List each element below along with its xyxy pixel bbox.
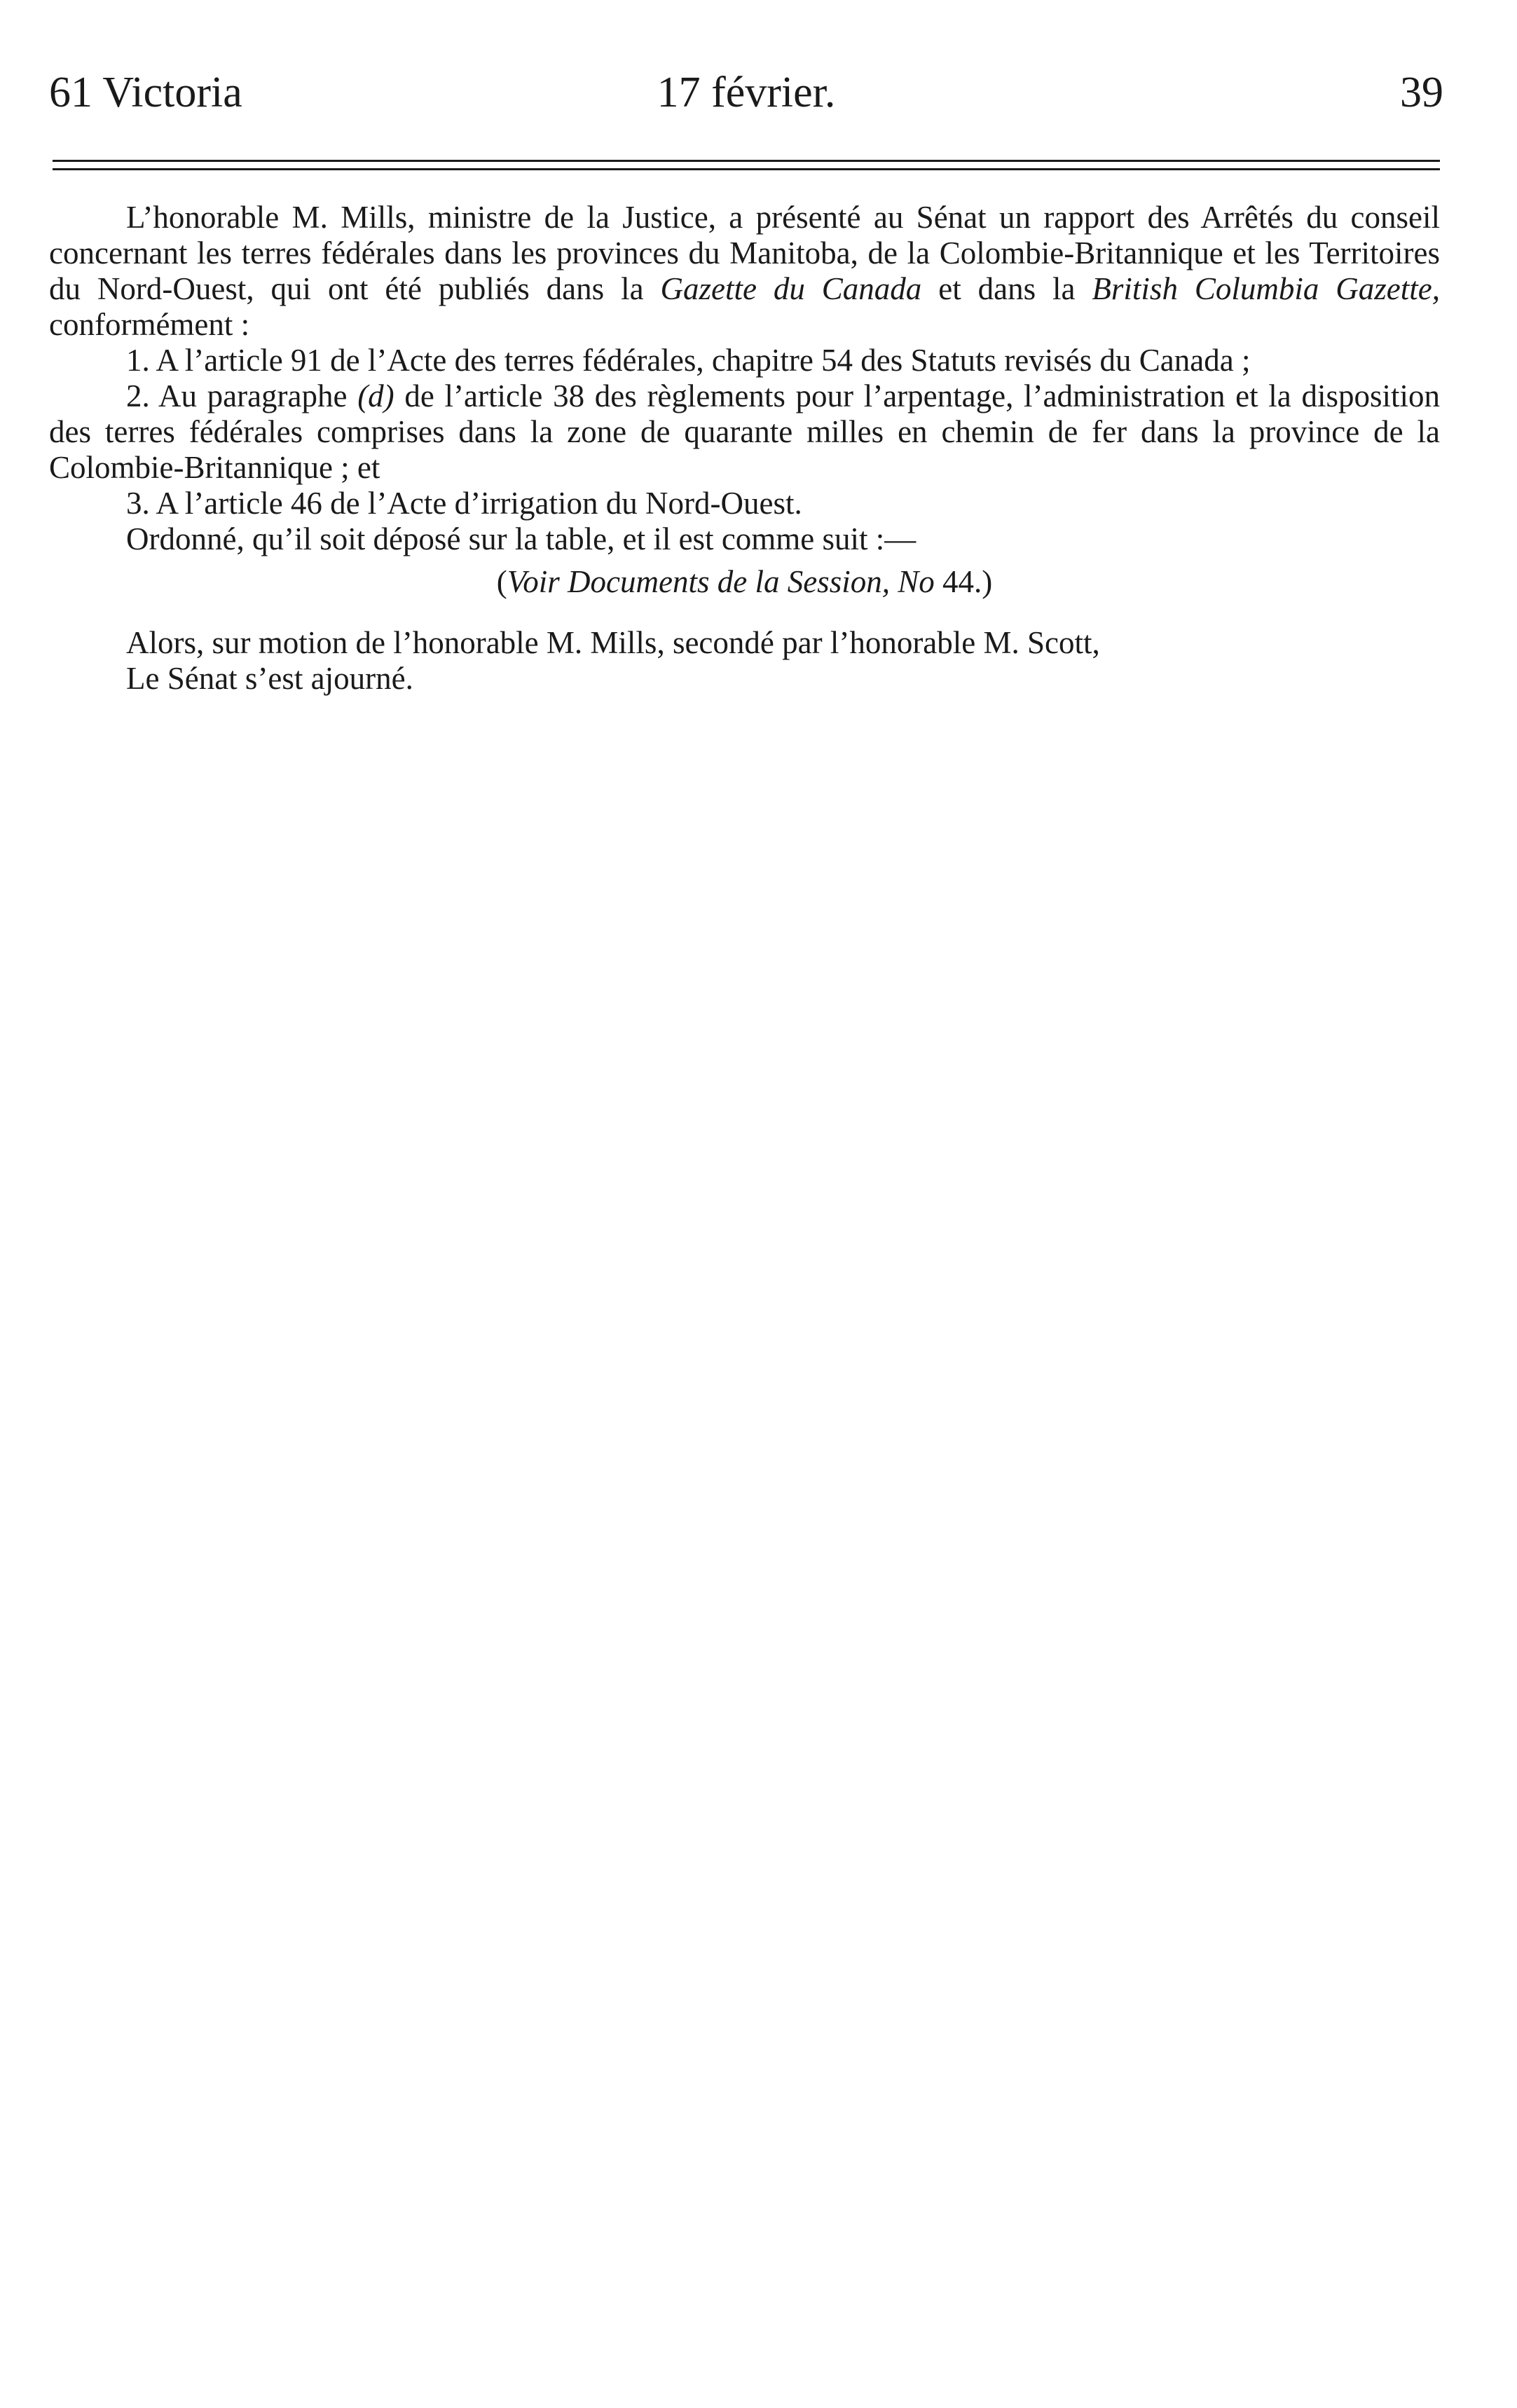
- gazette-canada: Gazette du Canada: [660, 271, 922, 306]
- gazette-bc: British Columbia Gazette,: [1092, 271, 1441, 306]
- header-date: 17 février.: [657, 69, 836, 116]
- report-end: conformément :: [49, 307, 250, 342]
- header-volume: 61 Victoria: [49, 69, 242, 116]
- running-head: [49, 64, 1443, 121]
- spacer: [49, 606, 1440, 625]
- ordered-line: Ordonné, qu’il soit déposé sur la table, et il est comme suit :—: [126, 521, 917, 556]
- reference-number: 44.): [934, 564, 993, 599]
- item2-start: 2. Au paragraphe: [126, 378, 358, 413]
- closing-motion: Alors, sur motion de l’honorable M. Mills, secondé par l’honorable M. Scott,: [126, 625, 1100, 660]
- item2-rest: de l’article 38 des règlements pour l’arpentage, l’administration et la disposition des terres fédérales comprises dans la zone de quarante milles en chemin de fer dans la province de la Colombie-Britannique ; et: [49, 378, 1440, 485]
- body-text: [49, 200, 1440, 697]
- closing-adjourned: Le Sénat s’est ajourné.: [126, 661, 413, 696]
- list-item-2: [49, 378, 1440, 486]
- document-reference: [49, 557, 1440, 606]
- list-item-3: 3. A l’article 46 de l’Acte d’irrigation du Nord-Ouest.: [126, 486, 802, 521]
- header-rule-top: [53, 160, 1440, 162]
- item2-paragraph-letter: (d): [357, 378, 394, 413]
- report-intro: L’honorable M. Mills, ministre de la Justice, a présenté au Sénat un rapport des Arrêtés du conseil concernant les terres fédérales dans les provinces du Manitoba, de la Colombie-Britannique et les Territoires du Nord-Ouest, qui ont été publiés dans la: [49, 200, 1440, 306]
- reference-open: (: [496, 564, 507, 599]
- list-item-1: 1. A l’article 91 de l’Acte des terres fédérales, chapitre 54 des Statuts revisés du Canada ;: [126, 343, 1251, 378]
- report-paragraph: [49, 200, 1440, 343]
- page-number: 39: [1400, 69, 1443, 116]
- report-mid: et dans la: [921, 271, 1092, 306]
- reference-text: Voir Documents de la Session, No: [507, 564, 935, 599]
- header-rule-bottom: [53, 168, 1440, 170]
